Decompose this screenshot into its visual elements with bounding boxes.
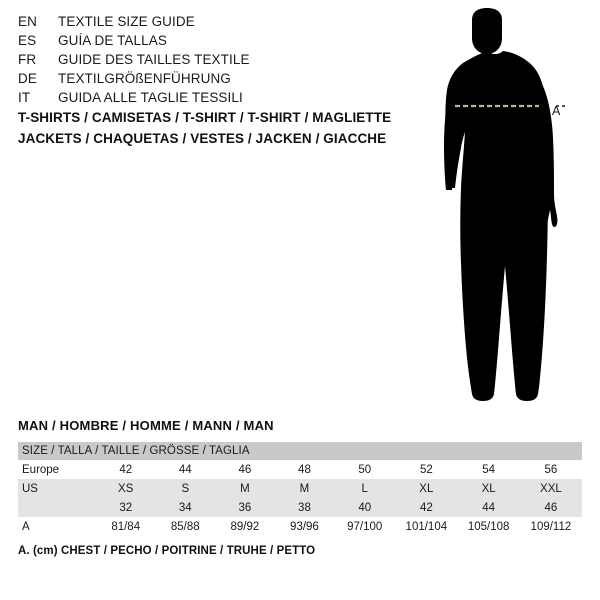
cell: 48 (275, 460, 335, 479)
footer-note: A. (cm) CHEST / PECHO / POITRINE / TRUHE / PETTO (18, 545, 316, 557)
language-code: DE (18, 71, 37, 86)
cell: 40 (334, 498, 395, 517)
language-row (18, 71, 358, 90)
category-tshirts: T-SHIRTS / CAMISETAS / T-SHIRT / T-SHIRT / MAGLIETTE (18, 110, 392, 125)
cell: M (215, 479, 275, 498)
cell: L (334, 479, 395, 498)
language-row (18, 52, 358, 71)
language-code: EN (18, 14, 37, 29)
language-title: GUIDE DES TAILLES TEXTILE (58, 52, 250, 67)
cell: 56 (520, 460, 582, 479)
cell: 52 (395, 460, 457, 479)
cell: XS (96, 479, 156, 498)
cell: 109/112 (520, 517, 582, 536)
language-row (18, 14, 358, 33)
language-title: GUÍA DE TALLAS (58, 33, 167, 48)
language-code: ES (18, 33, 37, 48)
chest-measure-label: A (552, 104, 561, 118)
cell: 97/100 (334, 517, 395, 536)
table-row (18, 460, 582, 479)
category-jackets: JACKETS / CHAQUETAS / VESTES / JACKEN / GIACCHE (18, 131, 387, 146)
cell: XL (458, 479, 520, 498)
row-label: Europe (18, 460, 96, 479)
male-silhouette-icon (415, 8, 600, 408)
cell: 42 (96, 460, 156, 479)
language-title: TEXTILE SIZE GUIDE (58, 14, 195, 29)
cell: 89/92 (215, 517, 275, 536)
cell: 101/104 (395, 517, 457, 536)
table-row (18, 517, 582, 536)
cell: 44 (458, 498, 520, 517)
cell: S (156, 479, 216, 498)
cell: 32 (96, 498, 156, 517)
size-table (18, 442, 582, 536)
cell: 42 (395, 498, 457, 517)
language-title: GUIDA ALLE TAGLIE TESSILI (58, 90, 243, 105)
language-list (18, 14, 358, 109)
table-row (18, 479, 582, 498)
body-figure (415, 8, 600, 408)
cell: 38 (275, 498, 335, 517)
cell: 34 (156, 498, 216, 517)
cell: 54 (458, 460, 520, 479)
language-title: TEXTILGRÖßENFÜHRUNG (58, 71, 231, 86)
row-label (18, 498, 96, 517)
table-header-row (18, 442, 582, 460)
cell: 44 (156, 460, 216, 479)
cell: 46 (520, 498, 582, 517)
cell: 46 (215, 460, 275, 479)
cell: 81/84 (96, 517, 156, 536)
cell: 93/96 (275, 517, 335, 536)
language-code: FR (18, 52, 37, 67)
cell: 36 (215, 498, 275, 517)
cell: M (275, 479, 335, 498)
language-row (18, 90, 358, 109)
language-code: IT (18, 90, 31, 105)
category-list (18, 110, 438, 152)
table-header-label: SIZE / TALLA / TAILLE / GRÖSSE / TAGLIA (18, 442, 582, 460)
row-label: A (18, 517, 96, 536)
cell: 85/88 (156, 517, 216, 536)
cell: 50 (334, 460, 395, 479)
cell: 105/108 (458, 517, 520, 536)
cell: XXL (520, 479, 582, 498)
row-label: US (18, 479, 96, 498)
table-row (18, 498, 582, 517)
language-row (18, 33, 358, 52)
gender-heading: MAN / HOMBRE / HOMME / MANN / MAN (18, 418, 274, 433)
cell: XL (395, 479, 457, 498)
